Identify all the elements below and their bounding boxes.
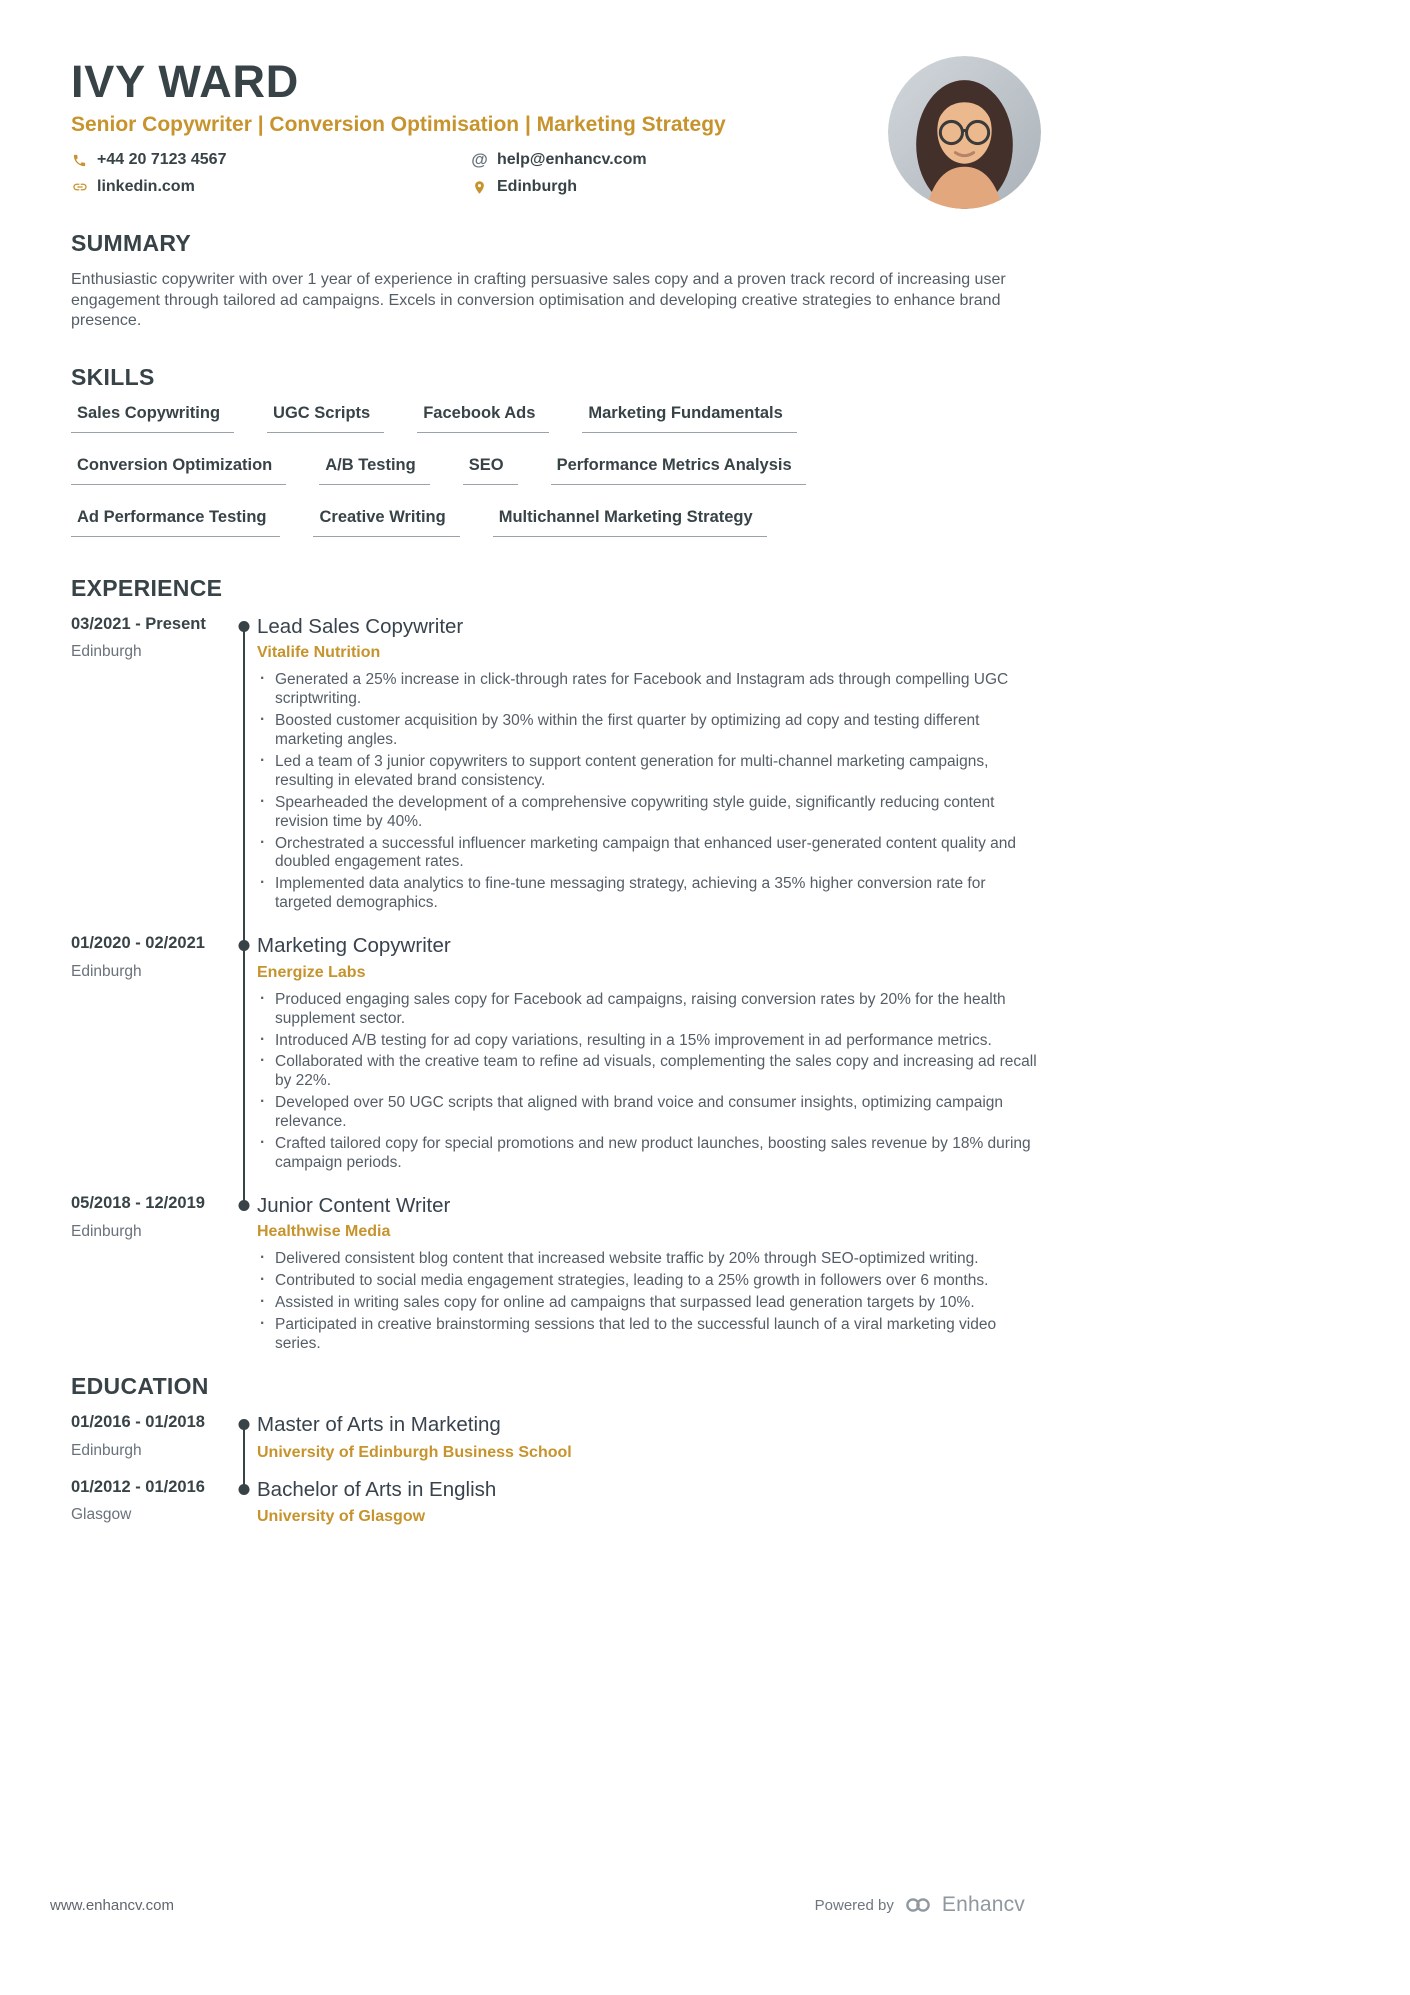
link-icon [71,179,88,195]
entry-location: Edinburgh [71,1441,142,1459]
experience-entry [71,1194,1043,1357]
skill-tag: A/B Testing [319,456,429,485]
contact-email-value[interactable]: help@enhancv.com [497,151,647,169]
company-name: Energize Labs [257,963,366,981]
job-title: Junior Content Writer [257,1193,451,1217]
achievement-list [257,671,1043,913]
company-name: Vitalife Nutrition [257,644,381,662]
degree-title: Master of Arts in Marketing [257,1413,501,1436]
summary-section [71,230,1043,331]
education-timeline [71,1413,1043,1526]
job-title: Lead Sales Copywriter [257,614,464,638]
degree-title: Bachelor of Arts in English [257,1477,497,1501]
achievement-item: · Participated in creative brainstorming sessions that led to the successful launch of a viral marketing video series. [257,1316,1043,1354]
skill-tag: Multichannel Marketing Strategy [493,508,767,537]
school-name: University of Glasgow [257,1508,426,1526]
entry-location: Edinburgh [71,962,142,980]
entry-body [257,615,1043,934]
experience-heading: EXPERIENCE [71,574,223,601]
job-title: Marketing Copywriter [257,934,451,958]
entry-location: Glasgow [71,1506,132,1524]
achievement-item: · Implemented data analytics to fine-tune messaging strategy, achieving a 35% higher conversion rate for targeted demographics. [257,875,1043,913]
page-footer [50,1893,1025,1917]
contact-linkedin-value[interactable]: linkedin.com [97,178,195,196]
person-headline: Senior Copywriter | Conversion Optimisation | Marketing Strategy [71,113,726,137]
achievement-item: · Spearheaded the development of a comprehensive copywriting style guide, significantly reducing content revision time by 40%. [257,794,1043,832]
phone-icon [71,153,88,168]
timeline-dot [239,1419,250,1430]
achievement-item: · Orchestrated a successful influencer marketing campaign that enhanced user-generated content quality and doubled engagement rates. [257,835,1043,873]
skill-tag: Creative Writing [313,508,459,537]
skills-heading: SKILLS [71,363,155,390]
powered-by-label: Powered by [814,1896,894,1914]
entry-body [257,1413,1043,1478]
education-entry [71,1478,1043,1527]
timeline-dot [239,1484,250,1495]
skill-tag: Sales Copywriting [71,404,234,433]
achievement-item: · Crafted tailored copy for special promotions and new product launches, boosting sales revenue by 18% during campaign periods. [257,1135,1043,1173]
experience-entry [71,934,1043,1194]
entry-location: Edinburgh [71,643,142,661]
skill-tag: Conversion Optimization [71,456,286,485]
timeline-track [231,1413,257,1478]
skill-tag: Performance Metrics Analysis [551,456,806,485]
education-section [71,1373,1043,1526]
timeline-dot [239,621,250,632]
entry-dates: 01/2020 - 02/2021 [71,934,205,953]
entry-dates: 05/2018 - 12/2019 [71,1193,205,1212]
timeline-track [231,934,257,1194]
person-name: IVY WARD [71,56,300,107]
contact-email[interactable] [471,150,831,170]
achievement-item: · Contributed to social media engagement strategies, leading to a 25% growth in followers over 6 months. [257,1272,1043,1291]
achievement-item: · Developed over 50 UGC scripts that aligned with brand voice and consumer insights, optimizing campaign relevance. [257,1094,1043,1132]
timeline-dot [239,1200,250,1211]
entry-body [257,1194,1043,1357]
contact-phone [71,150,471,170]
skill-tag: Ad Performance Testing [71,508,280,537]
enhancv-brand-name[interactable]: Enhancv [941,1893,1025,1916]
skills-section [71,364,1043,537]
skill-tag: SEO [463,456,518,485]
skill-tag: Facebook Ads [417,404,549,433]
entry-body [257,934,1043,1194]
achievement-item: · Introduced A/B testing for ad copy variations, resulting in a 15% improvement in ad performance metrics. [257,1032,1043,1051]
enhancv-logo-icon [903,1895,933,1915]
entry-meta [71,1413,231,1478]
achievement-item: · Delivered consistent blog content that increased website traffic by 20% through SEO-optimized writing. [257,1250,1043,1269]
skills-list [71,404,1043,537]
experience-section [71,575,1043,1357]
at-icon: @ [471,150,488,170]
profile-photo [888,56,1041,209]
entry-meta [71,1478,231,1527]
achievement-list [257,991,1043,1173]
entry-dates: 03/2021 - Present [71,614,206,633]
location-pin-icon [471,180,488,195]
achievement-item: · Collaborated with the creative team to refine ad visuals, complementing the sales copy and increasing ad recall by 22%. [257,1053,1043,1091]
entry-body [257,1478,1043,1527]
achievement-list [257,1250,1043,1354]
entry-meta [71,615,231,934]
footer-website-link[interactable]: www.enhancv.com [50,1896,174,1914]
skill-tag: UGC Scripts [267,404,384,433]
school-name: University of Edinburgh Business School [257,1443,572,1461]
contact-linkedin[interactable] [71,178,471,196]
contact-phone-value: +44 20 7123 4567 [97,151,227,169]
experience-entry [71,615,1043,934]
timeline-dot [239,940,250,951]
summary-text: Enthusiastic copywriter with over 1 year of experience in crafting persuasive sales copy and a proven track record of increasing user engagement through tailored ad campaigns. Excels in conversion optimisation and developing creative strategies to enhance brand presence. [71,271,1006,330]
entry-dates: 01/2016 - 01/2018 [71,1413,205,1431]
entry-meta [71,934,231,1194]
contact-info [71,150,831,196]
entry-dates: 01/2012 - 01/2016 [71,1477,205,1496]
skill-tag: Marketing Fundamentals [582,404,796,433]
education-entry [71,1413,1043,1478]
summary-heading: SUMMARY [71,230,192,257]
experience-timeline [71,615,1043,1357]
achievement-item: · Led a team of 3 junior copywriters to support content generation for multi-channel marketing campaigns, resulting in elevated brand consistency. [257,753,1043,791]
timeline-track [231,615,257,934]
entry-meta [71,1194,231,1357]
contact-location-value: Edinburgh [497,178,577,196]
education-heading: EDUCATION [71,1373,209,1399]
entry-location: Edinburgh [71,1222,142,1240]
contact-location [471,178,831,196]
powered-by [815,1893,1025,1917]
achievement-item: · Boosted customer acquisition by 30% within the first quarter by optimizing ad copy and testing different marketing angles. [257,712,1043,750]
timeline-track [231,1478,257,1527]
company-name: Healthwise Media [257,1223,391,1241]
achievement-item: · Produced engaging sales copy for Facebook ad campaigns, raising conversion rates by 20% for the health supplement sector. [257,991,1043,1029]
achievement-item: · Generated a 25% increase in click-through rates for Facebook and Instagram ads through compelling UGC scriptwriting. [257,671,1043,709]
timeline-track [231,1194,257,1357]
achievement-item: · Assisted in writing sales copy for online ad campaigns that surpassed lead generation targets by 10%. [257,1294,1043,1313]
